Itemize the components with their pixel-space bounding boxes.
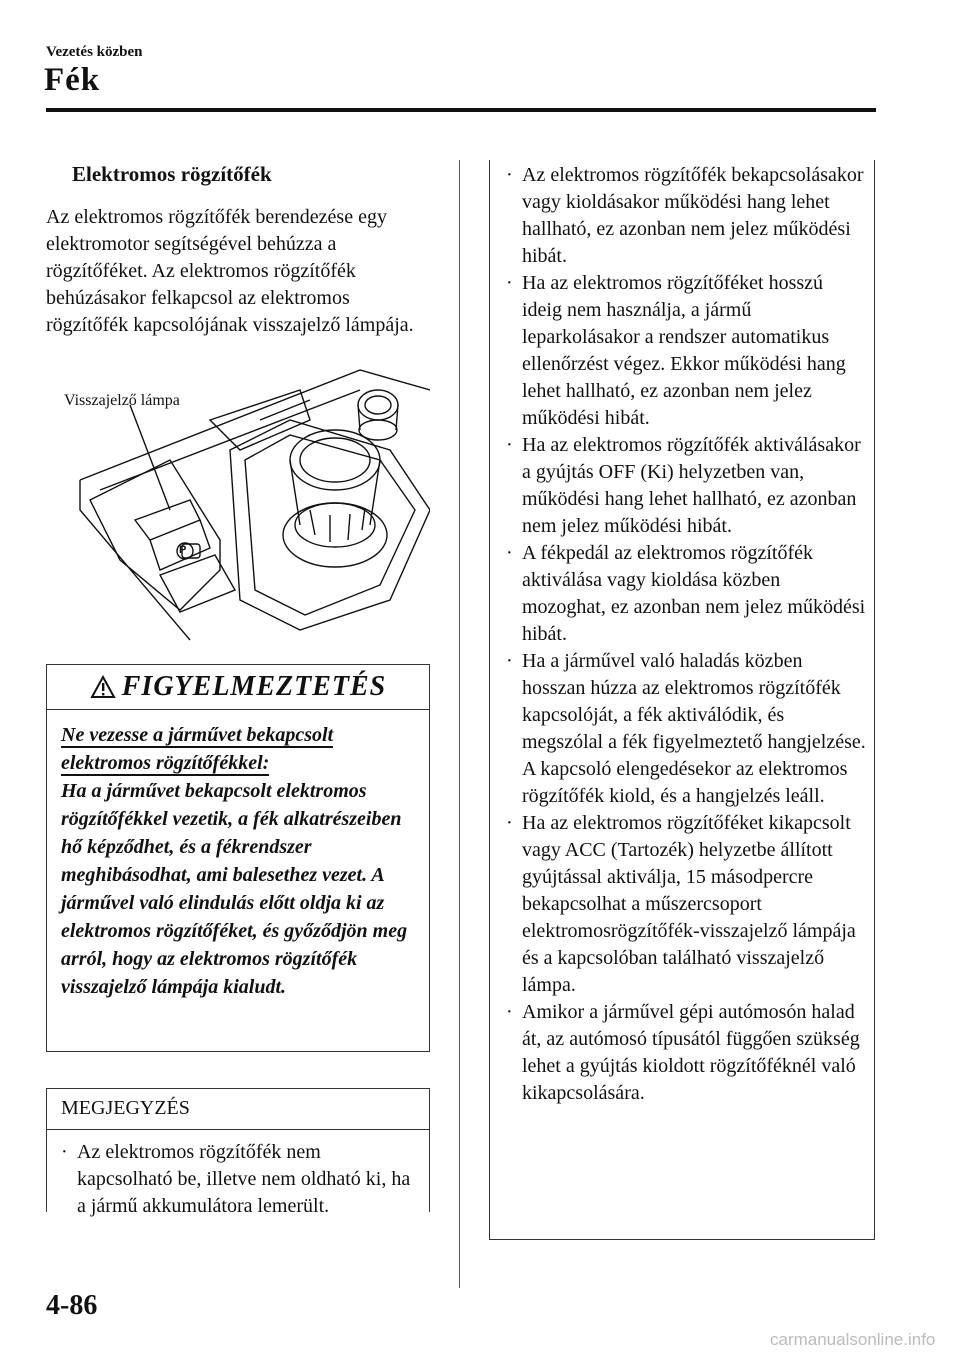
column-divider bbox=[459, 160, 460, 1288]
list-item-text: Ha a járművel való haladás közben hosszan húzza az elektromos rögzítőfék kapcsolóját, a fék aktiválódik, és megszólal a fék figyelmeztető hangjelzése. A kapcsoló elengedésekor az elektromos rögzítőfék kiold, és a hangjelzés leáll. bbox=[522, 650, 866, 807]
warning-body: Ha a járművet bekapcsolt elektromos rögzítőfékkel vezetik, a fék alkatrészeiben hő képződhet, és a fékrendszer meghibásodhat, ami balesethez vezet. A járművel való elindulás előtt oldja ki az elektromos rögzítőféket, és győződjön meg arról, hogy az elektromos rögzítőfék visszajelző lámpája kialudt. bbox=[61, 780, 408, 998]
note-rule bbox=[47, 1129, 429, 1130]
bullet-dot: · bbox=[506, 164, 513, 186]
subsection-title: Elektromos rögzítőfék bbox=[72, 162, 272, 186]
watermark: carmanualsonline.info bbox=[770, 1330, 936, 1349]
bullet-dot: · bbox=[506, 434, 513, 456]
list-item bbox=[490, 648, 866, 810]
bullet-dot: · bbox=[61, 1141, 68, 1163]
note-list bbox=[47, 1139, 417, 1220]
warning-title: FIGYELMEZTETÉS bbox=[121, 671, 387, 702]
bullet-dot: · bbox=[506, 650, 513, 672]
list-item bbox=[47, 1139, 417, 1220]
list-item bbox=[490, 162, 866, 270]
section-label: Vezetés közben bbox=[46, 44, 143, 60]
list-item-text: Ha az elektromos rögzítőféket kikapcsolt vagy ACC (Tartozék) helyzetbe állított gyújtással aktiválja, 15 másodpercre bekapcsolhat a műszercsoport elektromosrögzítőfék-visszajelző lámpája és a kapcsolóban található visszajelző lámpa. bbox=[522, 812, 856, 996]
list-item-text: Ha az elektromos rögzítőfék aktiválásakor a gyújtás OFF (Ki) helyzetben van, működési hang lehet hallható, ez azonban nem jelez működési hibát. bbox=[522, 434, 861, 537]
list-item-text: Az elektromos rögzítőfék nem kapcsolható be, illetve nem oldható ki, ha a jármű akkumulátora lemerült. bbox=[77, 1141, 411, 1217]
warning-header bbox=[47, 665, 429, 710]
warning-text bbox=[61, 721, 421, 1001]
bullet-dot: · bbox=[506, 1001, 513, 1023]
p-switch-symbol: P bbox=[179, 544, 187, 556]
list-item-text: Ha az elektromos rögzítőféket hosszú ideig nem használja, a jármű leparkolásakor a rendszer automatikus ellenőrzést végez. Ekkor működési hang lehet hallható, ez azonban nem jelez működési hibát. bbox=[522, 272, 846, 429]
page-title: Fék bbox=[44, 62, 101, 98]
list-item bbox=[490, 999, 866, 1107]
warning-heading: Ne vezesse a járművet bekapcsolt elektromos rögzítőfékkel: bbox=[61, 724, 334, 774]
bullet-dot: · bbox=[506, 542, 513, 564]
list-item bbox=[490, 810, 866, 999]
list-item-text: A fékpedál az elektromos rögzítőfék aktiválása vagy kioldása közben mozoghat, ez azonban nem jelez működési hibát. bbox=[522, 542, 866, 645]
warning-box bbox=[46, 664, 430, 1052]
bullet-dot: · bbox=[506, 812, 513, 834]
list-item-text: Az elektromos rögzítőfék bekapcsolásakor vagy kioldásakor működési hang lehet hallható, ez azonban nem jelez működési hibát. bbox=[522, 164, 864, 267]
note-continuation-box bbox=[489, 160, 875, 1240]
list-item-text: Amikor a járművel gépi autómosón halad át, az autómosó típusától függően szükség lehet a gyújtás kioldott rögzítőféknél való kikapcsolására. bbox=[522, 1001, 860, 1104]
note-box bbox=[46, 1088, 430, 1217]
header-rule bbox=[46, 108, 876, 112]
warning-triangle-icon bbox=[90, 675, 116, 699]
intro-paragraph: Az elektromos rögzítőfék berendezése egy elektromotor segítségével behúzza a rögzítőféket. Az elektromos rögzítőfék behúzásakor felkapcsol az elektromos rögzítőfék kapcsolójának visszajelző lámpája. bbox=[46, 206, 414, 336]
note-title: MEGJEGYZÉS bbox=[61, 1097, 190, 1119]
callout-label: Visszajelző lámpa bbox=[64, 392, 180, 409]
page-number: 4-86 bbox=[46, 1290, 98, 1321]
list-item bbox=[490, 540, 866, 648]
list-item bbox=[490, 432, 866, 540]
list-item bbox=[490, 270, 866, 432]
note-continuation-list bbox=[490, 162, 866, 1107]
bullet-dot: · bbox=[506, 272, 513, 294]
